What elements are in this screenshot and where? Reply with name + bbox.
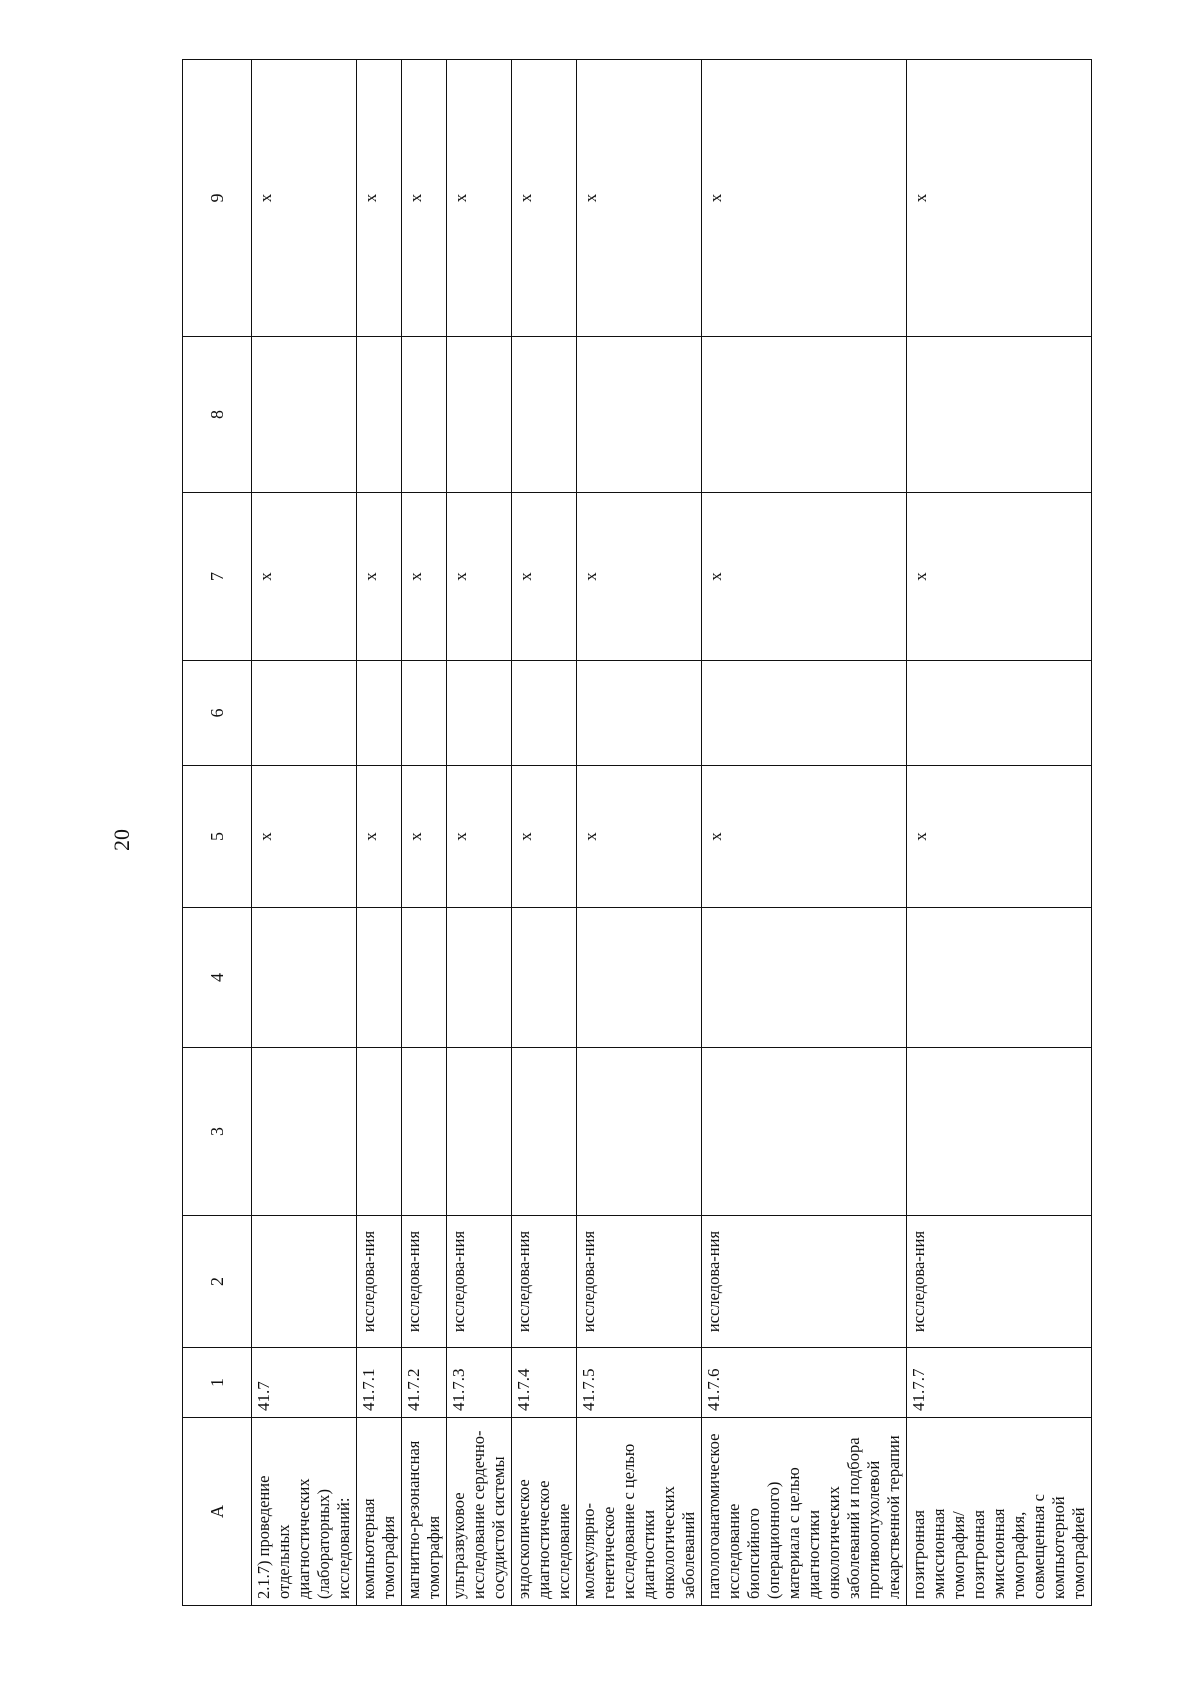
cell-col-4 — [252, 908, 357, 1048]
row-label: позитронная эмиссионная томография/позитронная эмиссионная томография, совмещенная с компьютерной томографией — [907, 1418, 1092, 1606]
cell-col-3 — [907, 1048, 1092, 1216]
table-row — [577, 60, 702, 1606]
cell-col-7: х — [357, 493, 402, 661]
row-code: 41.7.2 — [402, 1348, 447, 1418]
cell-col-6 — [402, 661, 447, 766]
row-label: ультразвуковое исследование сердечно-сосудистой системы — [447, 1418, 512, 1606]
row-code: 41.7.6 — [702, 1348, 907, 1418]
table-row — [447, 60, 512, 1606]
cell-col-7: х — [907, 493, 1092, 661]
cell-col-8 — [252, 337, 357, 493]
row-label: патологоанатомическое исследование биопсийного (операционного) материала с целью диагностики онкологических заболеваний и подбора противоопухолевой лекарственной терапии — [702, 1418, 907, 1606]
cell-col-9: х — [402, 60, 447, 337]
cell-col-6 — [577, 661, 702, 766]
cell-col-6 — [357, 661, 402, 766]
cell-col-9: х — [447, 60, 512, 337]
col-header-4: 4 — [183, 908, 252, 1048]
cell-col-5: х — [702, 766, 907, 908]
table-row — [702, 60, 907, 1606]
cell-col-9: х — [702, 60, 907, 337]
col-header-A: A — [183, 1418, 252, 1606]
cell-col-3 — [512, 1048, 577, 1216]
cell-col-9: х — [907, 60, 1092, 337]
cell-col-6 — [252, 661, 357, 766]
row-unit: исследова-ния — [357, 1216, 402, 1348]
cell-col-7: х — [447, 493, 512, 661]
cell-col-8 — [512, 337, 577, 493]
cell-col-3 — [702, 1048, 907, 1216]
row-code: 41.7.5 — [577, 1348, 702, 1418]
cell-col-5: х — [252, 766, 357, 908]
table-row — [512, 60, 577, 1606]
row-code: 41.7.1 — [357, 1348, 402, 1418]
cell-col-4 — [447, 908, 512, 1048]
col-header-3: 3 — [183, 1048, 252, 1216]
cell-col-9: х — [357, 60, 402, 337]
row-unit: исследова-ния — [577, 1216, 702, 1348]
cell-col-8 — [702, 337, 907, 493]
cell-col-8 — [402, 337, 447, 493]
row-unit — [252, 1216, 357, 1348]
cell-col-9: х — [577, 60, 702, 337]
row-code: 41.7.3 — [447, 1348, 512, 1418]
col-header-8: 8 — [183, 337, 252, 493]
table-row — [907, 60, 1092, 1606]
col-header-6: 6 — [183, 661, 252, 766]
table-row — [402, 60, 447, 1606]
rotated-table-container — [182, 60, 1088, 1606]
cell-col-5: х — [357, 766, 402, 908]
row-label: молекулярно-генетическое исследование с целью диагностики онкологических заболеваний — [577, 1418, 702, 1606]
row-unit: исследова-ния — [512, 1216, 577, 1348]
row-unit: исследова-ния — [702, 1216, 907, 1348]
cell-col-5: х — [577, 766, 702, 908]
cell-col-6 — [512, 661, 577, 766]
cell-col-4 — [577, 908, 702, 1048]
col-header-5: 5 — [183, 766, 252, 908]
cell-col-7: х — [252, 493, 357, 661]
header-row — [183, 60, 252, 1606]
cell-col-4 — [402, 908, 447, 1048]
page-number: 20 — [109, 829, 134, 851]
cell-col-3 — [447, 1048, 512, 1216]
row-label: компьютерная томография — [357, 1418, 402, 1606]
cell-col-9: х — [512, 60, 577, 337]
cell-col-3 — [357, 1048, 402, 1216]
cell-col-8 — [447, 337, 512, 493]
col-header-1: 1 — [183, 1348, 252, 1418]
table-row — [252, 60, 357, 1606]
col-header-2: 2 — [183, 1216, 252, 1348]
data-table — [182, 59, 1092, 1606]
row-unit: исследова-ния — [907, 1216, 1092, 1348]
cell-col-3 — [252, 1048, 357, 1216]
cell-col-4 — [512, 908, 577, 1048]
cell-col-5: х — [402, 766, 447, 908]
cell-col-3 — [577, 1048, 702, 1216]
row-unit: исследова-ния — [402, 1216, 447, 1348]
row-unit: исследова-ния — [447, 1216, 512, 1348]
row-label: эндоскопическое диагностическое исследование — [512, 1418, 577, 1606]
cell-col-7: х — [402, 493, 447, 661]
cell-col-6 — [447, 661, 512, 766]
col-header-7: 7 — [183, 493, 252, 661]
cell-col-7: х — [577, 493, 702, 661]
cell-col-7: х — [702, 493, 907, 661]
row-label: магнитно-резонансная томография — [402, 1418, 447, 1606]
cell-col-4 — [357, 908, 402, 1048]
row-code: 41.7 — [252, 1348, 357, 1418]
cell-col-7: х — [512, 493, 577, 661]
cell-col-6 — [907, 661, 1092, 766]
cell-col-3 — [402, 1048, 447, 1216]
cell-col-4 — [702, 908, 907, 1048]
col-header-9: 9 — [183, 60, 252, 337]
row-code: 41.7.4 — [512, 1348, 577, 1418]
row-code: 41.7.7 — [907, 1348, 1092, 1418]
cell-col-5: х — [512, 766, 577, 908]
row-label: 2.1.7) проведение отдельных диагностических (лабораторных) исследований: — [252, 1418, 357, 1606]
cell-col-9: х — [252, 60, 357, 337]
cell-col-8 — [357, 337, 402, 493]
cell-col-8 — [577, 337, 702, 493]
cell-col-8 — [907, 337, 1092, 493]
cell-col-5: х — [447, 766, 512, 908]
cell-col-5: х — [907, 766, 1092, 908]
table-row — [357, 60, 402, 1606]
cell-col-6 — [702, 661, 907, 766]
cell-col-4 — [907, 908, 1092, 1048]
